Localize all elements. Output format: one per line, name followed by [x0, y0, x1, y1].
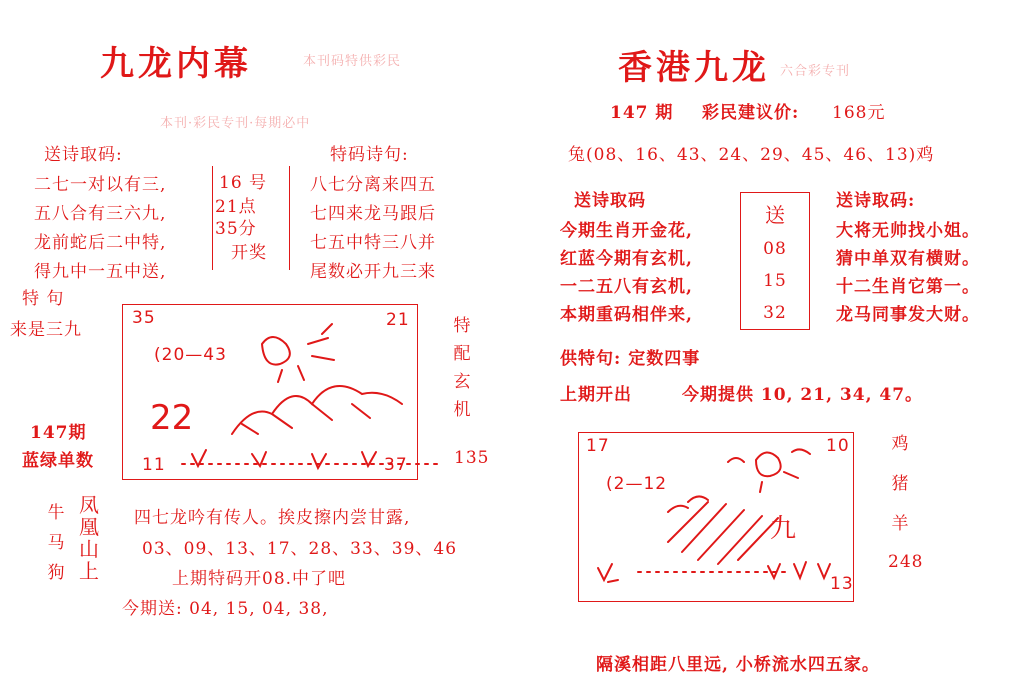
vertical-char-2: 配: [453, 344, 471, 364]
left-special-header: 特码诗句:: [330, 145, 409, 165]
vertical-char-3: 玄: [453, 372, 471, 392]
left-animals-column: [44, 498, 68, 588]
right-poem-line-1: 今期生肖开金花,: [560, 221, 693, 241]
left-drawing-tl-number: 35: [132, 308, 156, 328]
right-price-label: 彩民建议价:: [702, 103, 800, 123]
left-drawing-big-number: 22: [150, 398, 194, 438]
left-special-line-3: 七五中特三八并: [310, 233, 436, 253]
left-poem-line-4: 得九中一五中送,: [34, 262, 167, 282]
draw-label: 开奖: [231, 243, 267, 263]
left-sun-mountain-sketch: [122, 304, 416, 478]
right-title: 香港九龙: [618, 48, 770, 88]
draw-hour: 21点: [215, 197, 257, 217]
left-drawing-tr-number: 21: [386, 310, 410, 330]
left-issue-text: 蓝绿单数: [22, 451, 94, 471]
phoenix-char-4: 上: [79, 559, 99, 583]
left-poem-line-2: 五八合有三六九,: [34, 204, 167, 224]
phoenix-char-1: 凤: [79, 493, 99, 517]
right-send-box: [740, 192, 810, 330]
right-number-248: 248: [888, 552, 924, 572]
left-tejue-text: 来是三九: [10, 320, 82, 340]
left-number-135: 135: [454, 448, 490, 468]
left-drawing-bl-number: 11: [142, 455, 166, 475]
right-poem-line-r-1: 大将无帅找小姐。: [836, 221, 980, 241]
left-special-line-1: 八七分离来四五: [310, 175, 436, 195]
left-phoenix-column: [74, 494, 104, 582]
left-draw-time-box: [212, 166, 290, 270]
zodiac-goat: 羊: [891, 514, 909, 534]
left-last-issue: 上期特码开08.中了吧: [172, 569, 347, 589]
left-tejue-title: 特 句: [22, 289, 65, 309]
left-title: 九龙内幕: [100, 44, 252, 84]
left-vertical-label: [450, 312, 474, 424]
left-drawing-arrow-text: (20—43: [154, 345, 227, 365]
phoenix-char-2: 凰: [79, 515, 99, 539]
send-box-number-2: 15: [763, 271, 787, 291]
right-special: 供特句: 定数四事: [560, 349, 701, 369]
zodiac-rooster: 鸡: [891, 434, 909, 454]
right-poem-line-3: 一二五八有玄机,: [560, 277, 693, 297]
right-drawing-arrow-text: (2—12: [606, 474, 668, 494]
right-poem-header-right: 送诗取码:: [836, 191, 916, 211]
send-box-number-3: 32: [763, 303, 787, 323]
left-today: 今期送: 04, 15, 04, 38,: [122, 599, 329, 619]
vertical-char-4: 机: [453, 400, 471, 420]
right-zodiac-column: [888, 424, 912, 544]
left-poem-header: 送诗取码:: [44, 145, 123, 165]
right-poem-line-4: 本期重码相伴来,: [560, 305, 693, 325]
left-issue: 147期: [30, 423, 87, 443]
right-price: 168元: [832, 103, 886, 123]
right-bottom-poem: 隔溪相距八里远, 小桥流水四五家。: [596, 655, 880, 675]
draw-number: 16 号: [219, 173, 268, 193]
left-poem-line-3: 龙前蛇后二中特,: [34, 233, 167, 253]
animal-horse: 马: [47, 533, 65, 553]
right-drawing-tl-number: 17: [586, 436, 610, 456]
vertical-char-1: 特: [453, 316, 471, 336]
right-issue: 147 期: [610, 103, 674, 123]
zodiac-pig: 猪: [891, 474, 909, 494]
right-faint-title: 六合彩专刊: [780, 64, 851, 79]
right-last-open: 上期开出: [560, 385, 632, 405]
left-poem2: 四七龙吟有传人。挨皮擦内尝甘露,: [134, 508, 411, 528]
right-rabbit-line: 兔(08、16、43、24、29、45、46、13)鸡: [568, 145, 935, 165]
left-drawing-br-number: 37: [384, 455, 408, 475]
right-drawing-tr-number: 10: [826, 436, 850, 456]
right-poem-line-r-3: 十二生肖它第一。: [836, 277, 980, 297]
left-special-line-2: 七四来龙马跟后: [310, 204, 436, 224]
right-poem-line-r-4: 龙马同事发大财。: [836, 305, 980, 325]
right-sun-rain-sketch: [578, 432, 852, 600]
left-poem-line-1: 二七一对以有三,: [34, 175, 167, 195]
phoenix-char-3: 山: [79, 537, 99, 561]
left-faint-tagline: 本刊码特供彩民: [303, 54, 402, 69]
send-box-label: 送: [765, 203, 785, 227]
animal-dog: 狗: [47, 563, 65, 583]
right-drawing-br-number: 13: [830, 574, 854, 594]
animal-ox: 牛: [47, 503, 65, 523]
right-poem-line-2: 红蓝今期有玄机,: [560, 249, 693, 269]
draw-minute: 35分: [215, 219, 257, 239]
right-poem-header-left: 送诗取码: [574, 191, 646, 211]
right-drawing-mid-char: 九: [770, 514, 797, 544]
left-numbers: 03、09、13、17、28、33、39、46: [142, 539, 458, 559]
left-faint-subtitle: 本刊·彩民专刊·每期必中: [160, 116, 311, 131]
send-box-number-1: 08: [763, 239, 787, 259]
right-poem-line-r-2: 猜中单双有横财。: [836, 249, 980, 269]
right-provide: 今期提供 10, 21, 34, 47。: [682, 385, 924, 405]
left-special-line-4: 尾数必开九三来: [310, 262, 436, 282]
